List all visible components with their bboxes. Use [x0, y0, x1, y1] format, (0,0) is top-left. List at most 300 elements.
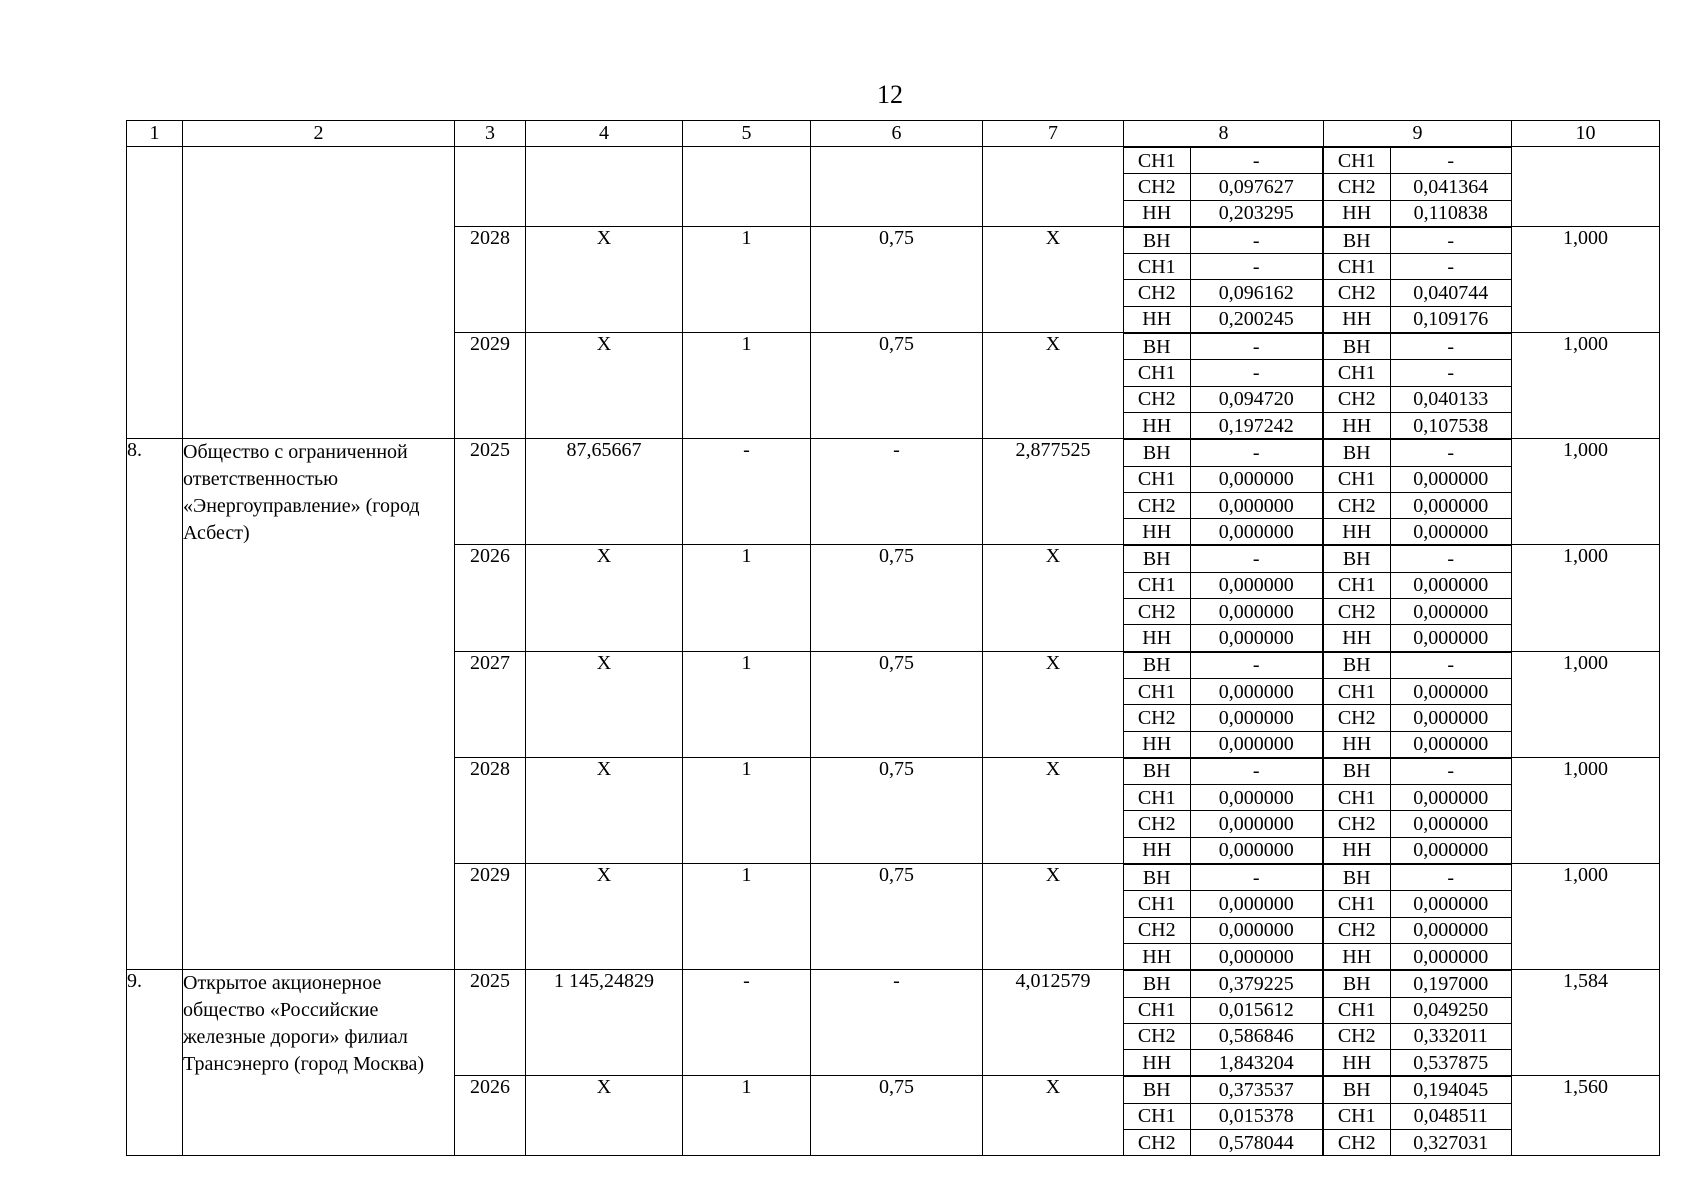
- voltage-row: [1124, 891, 1323, 917]
- voltage-value: -: [1390, 148, 1511, 174]
- voltage-row: [1124, 652, 1323, 678]
- voltage-row: [1324, 705, 1511, 731]
- voltage-value: 1,843204: [1190, 1050, 1323, 1076]
- voltage-row: [1124, 997, 1323, 1023]
- voltage-subtable: [1324, 652, 1511, 757]
- col10-cell: 1,584: [1512, 970, 1660, 1076]
- voltage-level-label: НН: [1124, 412, 1190, 438]
- voltage-row: [1124, 1050, 1323, 1076]
- col6-cell: [811, 147, 983, 227]
- voltage-value: 0,197000: [1390, 971, 1511, 997]
- voltage-level-label: СН1: [1124, 360, 1190, 386]
- voltage-value: 0,000000: [1190, 705, 1323, 731]
- voltage-value: 0,327031: [1390, 1129, 1511, 1155]
- voltage-level-label: НН: [1324, 943, 1390, 969]
- column-header: 8: [1124, 121, 1324, 147]
- voltage-value: -: [1390, 440, 1511, 466]
- voltage-value: 0,203295: [1190, 200, 1323, 226]
- col7-cell: [983, 147, 1124, 227]
- col4-cell: [526, 147, 683, 227]
- col4-cell: 87,65667: [526, 439, 683, 545]
- col9-subtable-cell: [1324, 545, 1512, 651]
- voltage-row: [1124, 731, 1323, 757]
- voltage-row: [1124, 1023, 1323, 1049]
- col8-subtable-cell: [1124, 545, 1324, 651]
- voltage-row: [1324, 1129, 1511, 1155]
- voltage-value: -: [1390, 360, 1511, 386]
- voltage-level-label: НН: [1124, 200, 1190, 226]
- voltage-level-label: ВН: [1124, 546, 1190, 572]
- voltage-subtable: [1324, 970, 1511, 1075]
- voltage-value: 0,000000: [1190, 466, 1323, 492]
- col10-cell: 1,000: [1512, 864, 1660, 970]
- voltage-level-label: СН1: [1124, 254, 1190, 280]
- col5-cell: 1: [683, 1076, 811, 1156]
- voltage-subtable: [1124, 758, 1323, 863]
- voltage-level-label: СН2: [1324, 811, 1390, 837]
- col5-cell: -: [683, 439, 811, 545]
- voltage-subtable: [1124, 333, 1323, 438]
- voltage-level-label: НН: [1124, 1050, 1190, 1076]
- voltage-value: 0,000000: [1390, 917, 1511, 943]
- year-cell: [455, 147, 526, 227]
- voltage-subtable: [1324, 1076, 1511, 1155]
- col10-cell: 1,000: [1512, 545, 1660, 651]
- year-cell: 2028: [455, 226, 526, 332]
- voltage-row: [1124, 917, 1323, 943]
- voltage-value: 0,000000: [1390, 811, 1511, 837]
- col9-subtable-cell: [1324, 757, 1512, 863]
- voltage-level-label: СН2: [1124, 386, 1190, 412]
- col6-cell: -: [811, 970, 983, 1076]
- col6-cell: 0,75: [811, 1076, 983, 1156]
- col7-cell: X: [983, 226, 1124, 332]
- voltage-row: [1124, 705, 1323, 731]
- voltage-level-label: СН2: [1324, 599, 1390, 625]
- voltage-value: -: [1190, 148, 1323, 174]
- voltage-row: [1324, 519, 1511, 545]
- voltage-row: [1324, 148, 1511, 174]
- voltage-value: 0,000000: [1190, 837, 1323, 863]
- col6-cell: -: [811, 439, 983, 545]
- voltage-level-label: СН1: [1124, 466, 1190, 492]
- voltage-level-label: ВН: [1124, 440, 1190, 466]
- col10-cell: 1,560: [1512, 1076, 1660, 1156]
- voltage-value: 0,000000: [1390, 943, 1511, 969]
- voltage-value: 0,000000: [1390, 891, 1511, 917]
- voltage-level-label: СН2: [1124, 174, 1190, 200]
- col5-cell: [683, 147, 811, 227]
- header-row: [127, 121, 1660, 147]
- voltage-value: 0,096162: [1190, 280, 1323, 306]
- voltage-value: 0,000000: [1390, 705, 1511, 731]
- voltage-row: [1324, 599, 1511, 625]
- col8-subtable-cell: [1124, 970, 1324, 1076]
- voltage-value: 0,110838: [1390, 200, 1511, 226]
- voltage-row: [1124, 572, 1323, 598]
- row-index-cell: 9.: [127, 970, 183, 1156]
- voltage-subtable: [1324, 545, 1511, 650]
- voltage-value: 0,000000: [1190, 943, 1323, 969]
- year-cell: 2029: [455, 864, 526, 970]
- voltage-value: -: [1390, 865, 1511, 891]
- voltage-value: 0,000000: [1190, 572, 1323, 598]
- voltage-subtable: [1124, 147, 1323, 226]
- column-header: 6: [811, 121, 983, 147]
- voltage-subtable: [1324, 227, 1511, 332]
- voltage-row: [1324, 360, 1511, 386]
- voltage-value: 0,097627: [1190, 174, 1323, 200]
- voltage-row: [1124, 519, 1323, 545]
- voltage-value: 0,015612: [1190, 997, 1323, 1023]
- voltage-row: [1324, 440, 1511, 466]
- col9-subtable-cell: [1324, 651, 1512, 757]
- voltage-subtable: [1124, 545, 1323, 650]
- voltage-level-label: СН1: [1324, 997, 1390, 1023]
- page-number-text: 12: [877, 80, 903, 109]
- voltage-row: [1324, 758, 1511, 784]
- voltage-row: [1324, 971, 1511, 997]
- voltage-value: 0,000000: [1390, 837, 1511, 863]
- voltage-level-label: СН2: [1324, 1129, 1390, 1155]
- voltage-row: [1124, 148, 1323, 174]
- col10-cell: 1,000: [1512, 651, 1660, 757]
- voltage-value: 0,379225: [1190, 971, 1323, 997]
- voltage-row: [1124, 943, 1323, 969]
- voltage-level-label: ВН: [1124, 1077, 1190, 1103]
- voltage-value: 0,586846: [1190, 1023, 1323, 1049]
- col5-cell: 1: [683, 864, 811, 970]
- voltage-level-label: СН2: [1124, 705, 1190, 731]
- voltage-level-label: СН2: [1124, 280, 1190, 306]
- column-header: 10: [1512, 121, 1660, 147]
- voltage-row: [1124, 1103, 1323, 1129]
- voltage-level-label: СН2: [1324, 492, 1390, 518]
- voltage-row: [1324, 917, 1511, 943]
- organization-name-cell: [183, 147, 455, 439]
- voltage-subtable: [1124, 970, 1323, 1075]
- voltage-level-label: СН2: [1124, 599, 1190, 625]
- voltage-level-label: СН1: [1324, 254, 1390, 280]
- voltage-level-label: НН: [1324, 306, 1390, 332]
- voltage-row: [1324, 227, 1511, 253]
- voltage-row: [1124, 360, 1323, 386]
- column-header: 9: [1324, 121, 1512, 147]
- voltage-level-label: СН1: [1324, 360, 1390, 386]
- voltage-value: -: [1190, 254, 1323, 280]
- col10-cell: 1,000: [1512, 333, 1660, 439]
- voltage-row: [1124, 678, 1323, 704]
- voltage-value: -: [1190, 227, 1323, 253]
- voltage-value: 0,000000: [1190, 811, 1323, 837]
- voltage-level-label: СН2: [1124, 811, 1190, 837]
- voltage-value: 0,000000: [1190, 599, 1323, 625]
- voltage-value: -: [1190, 440, 1323, 466]
- voltage-value: -: [1190, 360, 1323, 386]
- voltage-row: [1324, 678, 1511, 704]
- voltage-subtable: [1324, 439, 1511, 544]
- voltage-level-label: СН1: [1124, 891, 1190, 917]
- col7-cell: X: [983, 757, 1124, 863]
- col6-cell: 0,75: [811, 651, 983, 757]
- voltage-value: -: [1190, 546, 1323, 572]
- year-cell: 2025: [455, 439, 526, 545]
- col5-cell: 1: [683, 226, 811, 332]
- voltage-value: 0,000000: [1390, 678, 1511, 704]
- voltage-row: [1124, 811, 1323, 837]
- voltage-value: 0,000000: [1390, 599, 1511, 625]
- voltage-level-label: ВН: [1124, 971, 1190, 997]
- voltage-level-label: СН1: [1124, 678, 1190, 704]
- voltage-subtable: [1124, 1076, 1323, 1155]
- voltage-row: [1324, 625, 1511, 651]
- voltage-value: 0,578044: [1190, 1129, 1323, 1155]
- col8-subtable-cell: [1124, 147, 1324, 227]
- voltage-value: -: [1190, 758, 1323, 784]
- voltage-value: 0,194045: [1390, 1077, 1511, 1103]
- voltage-value: 0,000000: [1190, 492, 1323, 518]
- voltage-level-label: ВН: [1324, 440, 1390, 466]
- column-header: 3: [455, 121, 526, 147]
- voltage-level-label: НН: [1124, 943, 1190, 969]
- voltage-subtable: [1324, 147, 1511, 226]
- voltage-value: 0,000000: [1390, 731, 1511, 757]
- col4-cell: X: [526, 545, 683, 651]
- voltage-row: [1324, 731, 1511, 757]
- col6-cell: 0,75: [811, 757, 983, 863]
- voltage-level-label: НН: [1124, 625, 1190, 651]
- voltage-value: 0,000000: [1390, 492, 1511, 518]
- voltage-row: [1124, 758, 1323, 784]
- voltage-level-label: ВН: [1324, 971, 1390, 997]
- voltage-row: [1324, 1103, 1511, 1129]
- col6-cell: 0,75: [811, 333, 983, 439]
- voltage-level-label: СН2: [1324, 386, 1390, 412]
- voltage-level-label: СН2: [1124, 1023, 1190, 1049]
- col7-cell: 2,877525: [983, 439, 1124, 545]
- col7-cell: X: [983, 1076, 1124, 1156]
- voltage-level-label: ВН: [1324, 546, 1390, 572]
- row-index-cell: 8.: [127, 439, 183, 970]
- voltage-level-label: СН2: [1124, 492, 1190, 518]
- col8-subtable-cell: [1124, 333, 1324, 439]
- voltage-row: [1124, 254, 1323, 280]
- col8-subtable-cell: [1124, 439, 1324, 545]
- voltage-value: 0,537875: [1390, 1050, 1511, 1076]
- voltage-level-label: НН: [1324, 519, 1390, 545]
- voltage-value: -: [1390, 334, 1511, 360]
- voltage-row: [1124, 599, 1323, 625]
- voltage-row: [1124, 1077, 1323, 1103]
- column-header: 5: [683, 121, 811, 147]
- voltage-level-label: НН: [1324, 837, 1390, 863]
- voltage-value: 0,015378: [1190, 1103, 1323, 1129]
- voltage-value: 0,041364: [1390, 174, 1511, 200]
- col5-cell: 1: [683, 545, 811, 651]
- voltage-value: 0,000000: [1190, 625, 1323, 651]
- voltage-row: [1124, 174, 1323, 200]
- col10-cell: 1,000: [1512, 757, 1660, 863]
- voltage-level-label: СН1: [1124, 997, 1190, 1023]
- year-cell: 2025: [455, 970, 526, 1076]
- voltage-row: [1124, 334, 1323, 360]
- voltage-level-label: СН1: [1324, 466, 1390, 492]
- col5-cell: 1: [683, 333, 811, 439]
- voltage-value: -: [1390, 227, 1511, 253]
- page-number: [0, 80, 1693, 110]
- voltage-level-label: СН2: [1324, 917, 1390, 943]
- col5-cell: -: [683, 970, 811, 1076]
- voltage-value: 0,040133: [1390, 386, 1511, 412]
- voltage-level-label: НН: [1124, 306, 1190, 332]
- voltage-row: [1324, 200, 1511, 226]
- voltage-level-label: СН1: [1124, 785, 1190, 811]
- voltage-value: 0,000000: [1190, 678, 1323, 704]
- voltage-row: [1124, 971, 1323, 997]
- voltage-value: -: [1190, 334, 1323, 360]
- voltage-level-label: ВН: [1324, 1077, 1390, 1103]
- year-cell: 2029: [455, 333, 526, 439]
- year-cell: 2026: [455, 545, 526, 651]
- voltage-level-label: СН1: [1124, 1103, 1190, 1129]
- voltage-row: [1324, 891, 1511, 917]
- voltage-value: 0,107538: [1390, 412, 1511, 438]
- voltage-value: 0,000000: [1190, 519, 1323, 545]
- voltage-row: [1124, 625, 1323, 651]
- voltage-row: [1324, 1023, 1511, 1049]
- voltage-value: 0,000000: [1390, 466, 1511, 492]
- voltage-value: 0,000000: [1190, 731, 1323, 757]
- voltage-row: [1324, 174, 1511, 200]
- voltage-level-label: СН1: [1324, 148, 1390, 174]
- voltage-level-label: СН1: [1124, 148, 1190, 174]
- col9-subtable-cell: [1324, 970, 1512, 1076]
- voltage-row: [1324, 412, 1511, 438]
- voltage-value: 0,200245: [1190, 306, 1323, 332]
- voltage-level-label: СН1: [1324, 1103, 1390, 1129]
- voltage-row: [1324, 652, 1511, 678]
- voltage-row: [1124, 227, 1323, 253]
- col8-subtable-cell: [1124, 757, 1324, 863]
- voltage-row: [1324, 943, 1511, 969]
- voltage-subtable: [1124, 864, 1323, 969]
- column-header: 2: [183, 121, 455, 147]
- voltage-value: 0,000000: [1390, 625, 1511, 651]
- col10-cell: 1,000: [1512, 439, 1660, 545]
- voltage-level-label: СН2: [1124, 1129, 1190, 1155]
- voltage-level-label: СН2: [1324, 280, 1390, 306]
- col9-subtable-cell: [1324, 226, 1512, 332]
- voltage-row: [1124, 785, 1323, 811]
- voltage-level-label: СН2: [1324, 174, 1390, 200]
- voltage-row: [1124, 865, 1323, 891]
- voltage-row: [1124, 200, 1323, 226]
- column-header: 4: [526, 121, 683, 147]
- year-cell: 2027: [455, 651, 526, 757]
- voltage-row: [1124, 837, 1323, 863]
- voltage-value: 0,000000: [1190, 785, 1323, 811]
- col8-subtable-cell: [1124, 864, 1324, 970]
- voltage-value: 0,000000: [1190, 891, 1323, 917]
- voltage-level-label: ВН: [1124, 334, 1190, 360]
- col4-cell: X: [526, 864, 683, 970]
- voltage-subtable: [1324, 333, 1511, 438]
- year-cell: 2028: [455, 757, 526, 863]
- col7-cell: X: [983, 864, 1124, 970]
- col8-subtable-cell: [1124, 651, 1324, 757]
- col9-subtable-cell: [1324, 864, 1512, 970]
- col4-cell: X: [526, 757, 683, 863]
- voltage-subtable: [1124, 652, 1323, 757]
- voltage-level-label: СН2: [1124, 917, 1190, 943]
- voltage-level-label: СН1: [1124, 572, 1190, 598]
- voltage-row: [1124, 492, 1323, 518]
- column-header: 7: [983, 121, 1124, 147]
- row-index-cell: [127, 147, 183, 439]
- voltage-level-label: ВН: [1124, 227, 1190, 253]
- voltage-value: 0,000000: [1190, 917, 1323, 943]
- col9-subtable-cell: [1324, 439, 1512, 545]
- voltage-value: -: [1390, 652, 1511, 678]
- voltage-row: [1324, 785, 1511, 811]
- col8-subtable-cell: [1124, 1076, 1324, 1156]
- voltage-level-label: СН1: [1324, 572, 1390, 598]
- voltage-value: -: [1190, 652, 1323, 678]
- voltage-row: [1324, 997, 1511, 1023]
- voltage-row: [1324, 280, 1511, 306]
- organization-name-cell: Открытое акционерное общество «Российские железные дороги» филиал Трансэнерго (город Москва): [183, 970, 455, 1156]
- voltage-row: [1124, 280, 1323, 306]
- voltage-value: 0,000000: [1390, 572, 1511, 598]
- voltage-level-label: НН: [1324, 412, 1390, 438]
- voltage-level-label: СН1: [1324, 785, 1390, 811]
- voltage-level-label: ВН: [1324, 758, 1390, 784]
- col4-cell: 1 145,24829: [526, 970, 683, 1076]
- voltage-level-label: НН: [1124, 837, 1190, 863]
- voltage-row: [1324, 1077, 1511, 1103]
- voltage-value: 0,109176: [1390, 306, 1511, 332]
- voltage-subtable: [1324, 758, 1511, 863]
- voltage-value: -: [1190, 865, 1323, 891]
- col6-cell: 0,75: [811, 226, 983, 332]
- voltage-row: [1124, 440, 1323, 466]
- voltage-row: [1324, 811, 1511, 837]
- col9-subtable-cell: [1324, 333, 1512, 439]
- voltage-level-label: ВН: [1324, 334, 1390, 360]
- table-row: [127, 439, 1660, 545]
- voltage-value: 0,048511: [1390, 1103, 1511, 1129]
- voltage-value: 0,094720: [1190, 386, 1323, 412]
- voltage-level-label: ВН: [1124, 865, 1190, 891]
- voltage-value: -: [1390, 758, 1511, 784]
- voltage-level-label: НН: [1124, 519, 1190, 545]
- col9-subtable-cell: [1324, 1076, 1512, 1156]
- voltage-level-label: ВН: [1324, 652, 1390, 678]
- voltage-row: [1324, 572, 1511, 598]
- voltage-row: [1324, 865, 1511, 891]
- voltage-value: 0,332011: [1390, 1023, 1511, 1049]
- voltage-level-label: СН2: [1324, 1023, 1390, 1049]
- voltage-value: 0,049250: [1390, 997, 1511, 1023]
- voltage-subtable: [1124, 227, 1323, 332]
- voltage-value: -: [1390, 546, 1511, 572]
- col8-subtable-cell: [1124, 226, 1324, 332]
- col6-cell: 0,75: [811, 545, 983, 651]
- col7-cell: X: [983, 651, 1124, 757]
- col4-cell: X: [526, 1076, 683, 1156]
- voltage-row: [1324, 334, 1511, 360]
- year-cell: 2026: [455, 1076, 526, 1156]
